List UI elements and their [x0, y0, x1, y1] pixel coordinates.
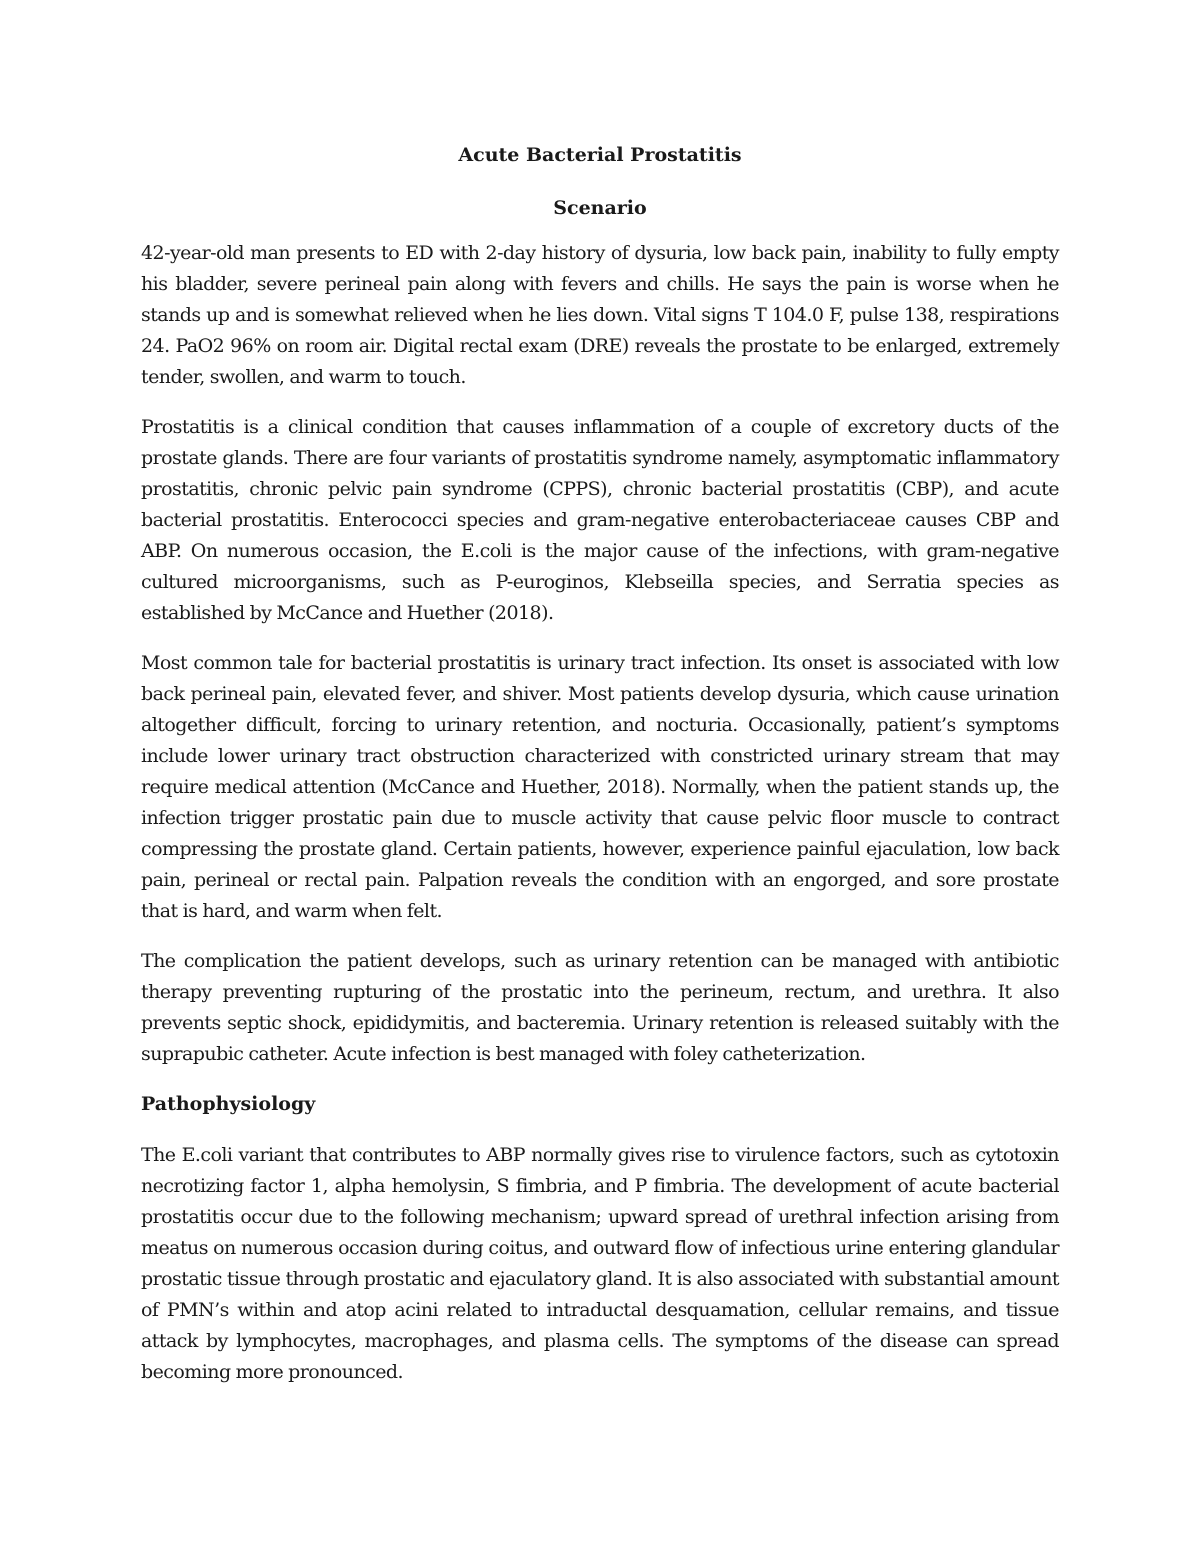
- document-title: Acute Bacterial Prostatitis: [458, 144, 742, 166]
- paragraph-scenario: 42-year-old man presents to ED with 2-day history of dysuria, low back pain, inability to fully empty his bladder, severe perineal pain along with fevers and chills. He says the pain is worse when he stands up and is somewhat relieved when he lies down. Vital signs T 104.0 F, pulse 138, respirations 24. PaO2 96% on room air. Digital rectal exam (DRE) reveals the prostate to be enlarged, extremely tender, swollen, and warm to touch.: [141, 242, 1059, 388]
- document-body: [141, 140, 1059, 1407]
- section-heading-pathophysiology: Pathophysiology: [141, 1093, 316, 1115]
- paragraph-complications: The complication the patient develops, such as urinary retention can be managed with antibiotic therapy preventing rupturing of the prostatic into the perineum, rectum, and urethra. It also prevents septic shock, epididymitis, and bacteremia. Urinary retention is released suitably with the suprapubic catheter. Acute infection is best managed with foley catheterization.: [141, 950, 1059, 1065]
- paragraph-prostatitis-definition: Prostatitis is a clinical condition that causes inflammation of a couple of excretory ducts of the prostate glands. There are four variants of prostatitis syndrome namely, asymptomatic inflammatory prostatitis, chronic pelvic pain syndrome (CPPS), chronic bacterial prostatitis (CBP), and acute bacterial prostatitis. Enterococci species and gram-negative enterobacteriaceae causes CBP and ABP. On numerous occasion, the E.coli is the major cause of the infections, with gram-negative cultured microorganisms, such as P-euroginos, Klebseilla species, and Serratia species as established by McCance and Huether (2018).: [141, 416, 1059, 624]
- document-subtitle: Scenario: [553, 197, 647, 219]
- paragraph-symptoms: Most common tale for bacterial prostatitis is urinary tract infection. Its onset is associated with low back perineal pain, elevated fever, and shiver. Most patients develop dysuria, which cause urination altogether difficult, forcing to urinary retention, and nocturia. Occasionally, patient’s symptoms include lower urinary tract obstruction characterized with constricted urinary stream that may require medical attention (McCance and Huether, 2018). Normally, when the patient stands up, the infection trigger prostatic pain due to muscle activity that cause pelvic floor muscle to contract compressing the prostate gland. Certain patients, however, experience painful ejaculation, low back pain, perineal or rectal pain. Palpation reveals the condition with an engorged, and sore prostate that is hard, and warm when felt.: [141, 652, 1059, 922]
- paragraph-pathophysiology: The E.coli variant that contributes to ABP normally gives rise to virulence factors, such as cytotoxin necrotizing factor 1, alpha hemolysin, S fimbria, and P fimbria. The development of acute bacterial prostatitis occur due to the following mechanism; upward spread of urethral infection arising from meatus on numerous occasion during coitus, and outward flow of infectious urine entering glandular prostatic tissue through prostatic and ejaculatory gland. It is also associated with substantial amount of PMN’s within and atop acini related to intraductal desquamation, cellular remains, and tissue attack by lymphocytes, macrophages, and plasma cells. The symptoms of the disease can spread becoming more pronounced.: [141, 1144, 1059, 1383]
